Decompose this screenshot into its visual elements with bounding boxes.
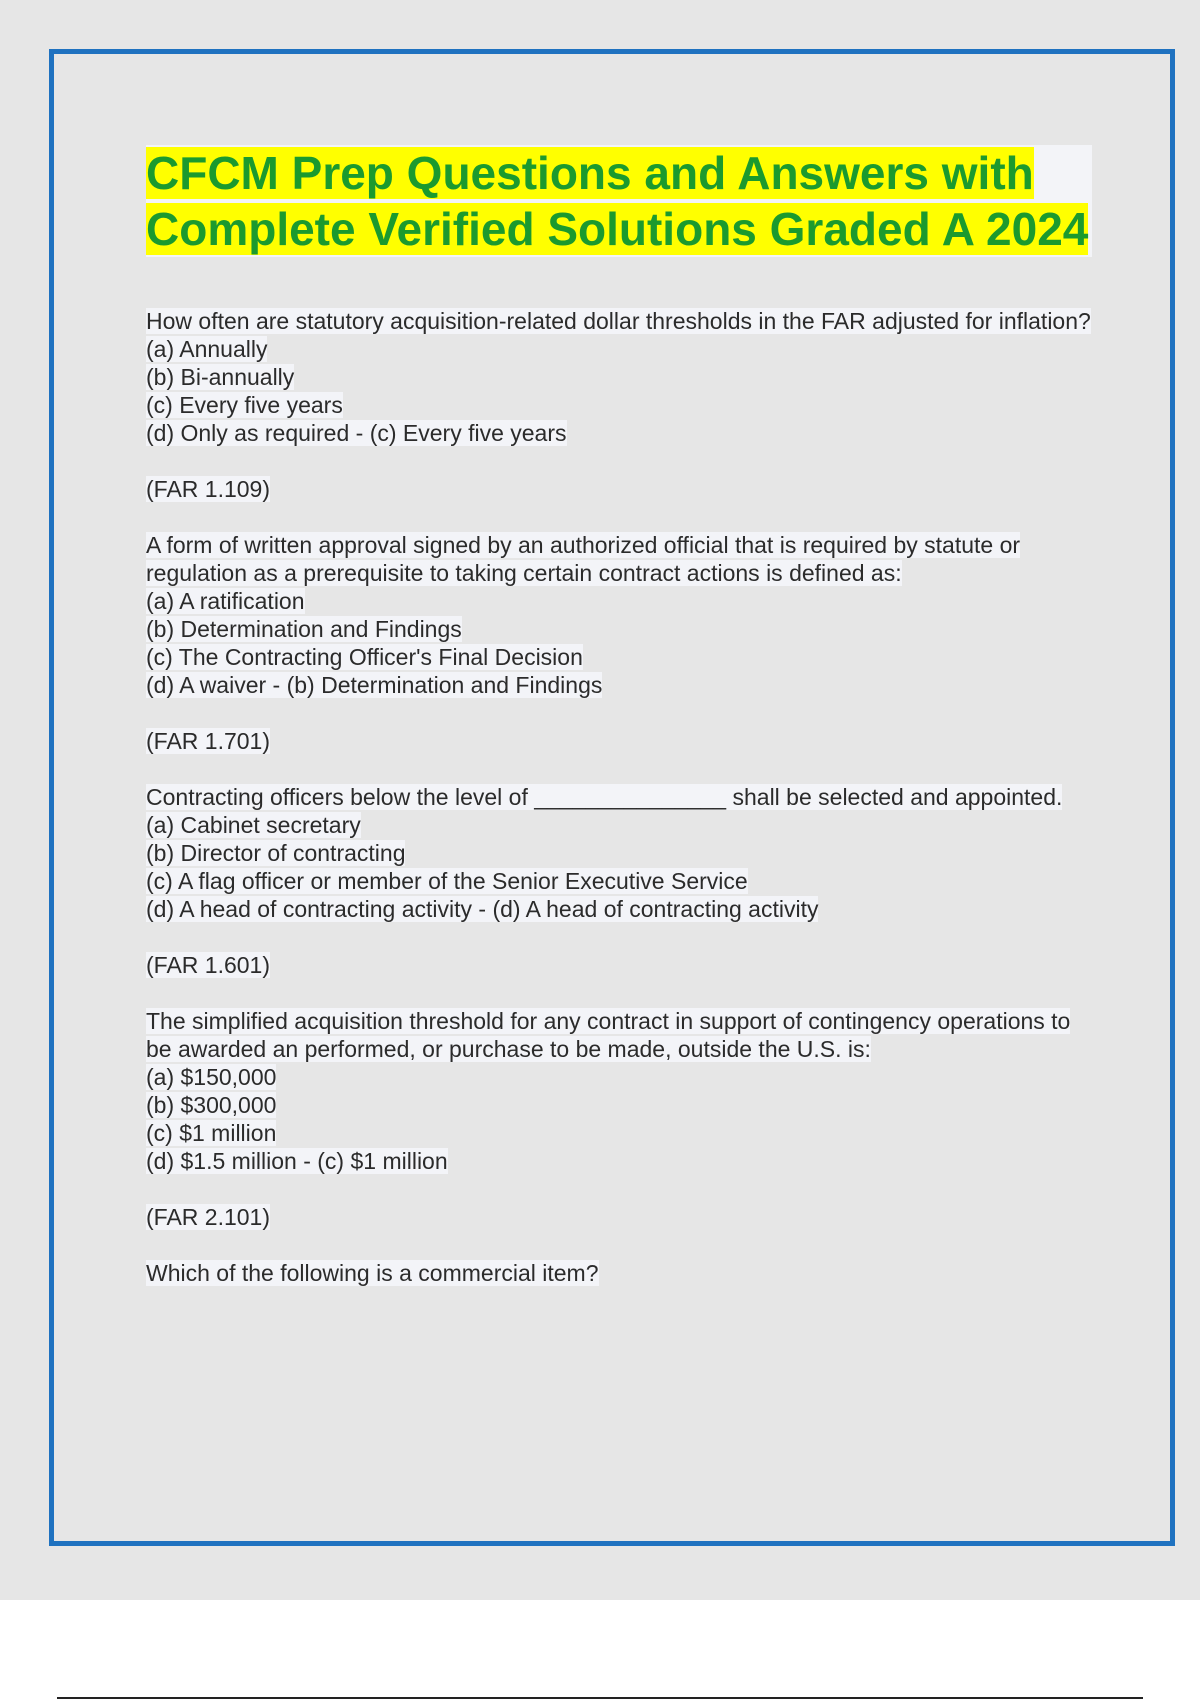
question-text: The simplified acquisition threshold for any contract in support of contingency operations to be awarded an performed, or purchase to be made, outside the U.S. is: xyxy=(146,1008,1071,1062)
question-text: A form of written approval signed by an authorized official that is required by statute or regulation as a prerequisite to taking certain contract actions is defined as: xyxy=(146,532,1021,586)
far-reference: (FAR 1.601) xyxy=(146,952,270,978)
question-item xyxy=(146,1007,1092,1231)
answer-option: (a) $150,000 xyxy=(146,1064,277,1090)
far-reference: (FAR 1.109) xyxy=(146,476,270,502)
answer-option: (b) Determination and Findings xyxy=(146,616,462,642)
answer-option: (d) A waiver - (b) Determination and Findings xyxy=(146,672,603,698)
document-content xyxy=(146,145,1092,1315)
question-item xyxy=(146,1259,1092,1287)
question-text: Which of the following is a commercial item? xyxy=(146,1260,599,1286)
answer-option: (c) $1 million xyxy=(146,1120,277,1146)
answer-option: (a) A ratification xyxy=(146,588,305,614)
title-block xyxy=(146,145,1092,257)
answer-option: (c) Every five years xyxy=(146,392,343,418)
answer-option: (d) A head of contracting activity - (d) A head of contracting activity xyxy=(146,896,819,922)
question-item xyxy=(146,783,1092,979)
question-item xyxy=(146,307,1092,503)
far-reference: (FAR 1.701) xyxy=(146,728,270,754)
question-item xyxy=(146,531,1092,755)
question-list xyxy=(146,307,1092,1287)
answer-option: (c) A flag officer or member of the Senior Executive Service xyxy=(146,868,748,894)
far-reference: (FAR 2.101) xyxy=(146,1204,270,1230)
question-text: Contracting officers below the level of _______________ shall be selected and appointed. xyxy=(146,784,1063,810)
question-text: How often are statutory acquisition-related dollar thresholds in the FAR adjusted for inflation? xyxy=(146,308,1091,334)
answer-option: (d) Only as required - (c) Every five years xyxy=(146,420,567,446)
document-title xyxy=(146,145,1092,257)
answer-option: (c) The Contracting Officer's Final Decision xyxy=(146,644,583,670)
answer-option: (a) Cabinet secretary xyxy=(146,812,361,838)
answer-option: (b) Director of contracting xyxy=(146,840,406,866)
footer-divider xyxy=(57,1697,1143,1699)
answer-option: (d) $1.5 million - (c) $1 million xyxy=(146,1148,448,1174)
document-title-text: CFCM Prep Questions and Answers with Complete Verified Solutions Graded A 2024 xyxy=(146,147,1089,255)
answer-option: (b) Bi-annually xyxy=(146,364,295,390)
answer-option: (b) $300,000 xyxy=(146,1092,277,1118)
answer-option: (a) Annually xyxy=(146,336,268,362)
